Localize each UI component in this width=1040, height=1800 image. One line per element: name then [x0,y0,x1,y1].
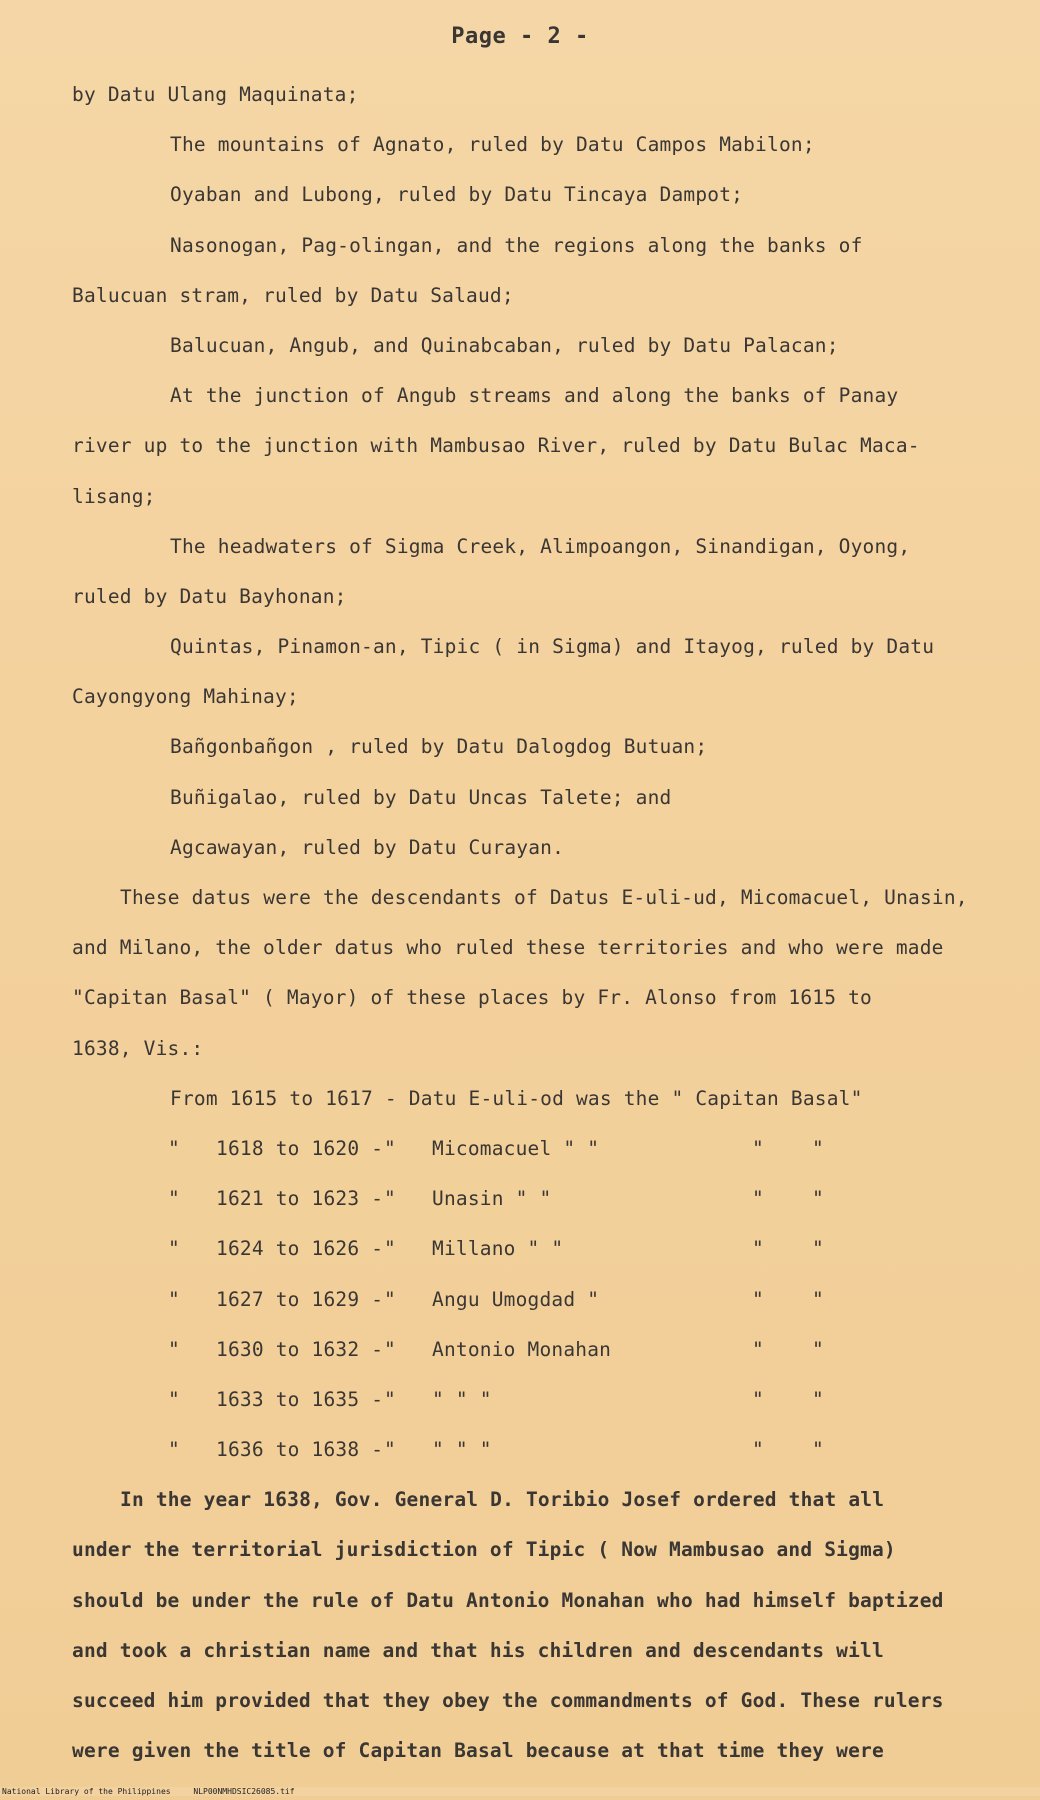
name-cell: Angu Umogdad " [432,1287,600,1311]
text-line: 1638, Vis.: [72,1036,204,1060]
text-line: river up to the junction with Mambusao River, ruled by Datu Bulac Maca- [72,434,920,458]
text-line: The mountains of Agnato, ruled by Datu Campos Mabilon; [170,133,815,157]
years-cell: 1630 to 1632 - [216,1337,384,1361]
ditto-mark: " [168,1136,180,1160]
text-line: succeed him provided that they obey the commandments of God. These rulers [72,1689,944,1712]
ditto-mark: " [384,1237,396,1261]
table-row [72,1375,972,1425]
ditto-mark: " [168,1438,180,1462]
text-line: and took a christian name and that his children and descendants will [72,1638,884,1662]
name-cell: Unasin " " [432,1187,552,1211]
table-row [72,1325,972,1375]
ditto-mark: " [384,1438,396,1462]
table-row [72,1425,972,1475]
ditto-mark: " [752,1287,764,1311]
text-line: under the territorial jurisdiction of Tipic ( Now Mambusao and Sigma) [72,1538,896,1562]
ditto-mark: " [812,1237,824,1261]
ditto-mark: " [384,1387,396,1411]
name-cell: " " " [432,1438,492,1462]
ditto-mark: " [752,1337,764,1361]
table-first-row: From 1615 to 1617 - Datu E-uli-od was the " Capitan Basal" [170,1086,863,1110]
text-line: Cayongyong Mahinay; [72,685,299,709]
ditto-mark: " [168,1287,180,1311]
text-line: were given the title of Capitan Basal because at that time they were [72,1739,884,1763]
ditto-mark: " [752,1187,764,1211]
name-cell: Micomacuel " " [432,1136,600,1160]
text-line: Oyaban and Lubong, ruled by Datu Tincaya Dampot; [170,183,744,207]
years-cell: 1618 to 1620 - [216,1136,384,1160]
table-row [72,1124,972,1174]
text-line: Balucuan stram, ruled by Datu Salaud; [72,283,514,307]
ditto-mark: " [168,1387,180,1411]
name-cell: Millano " " [432,1237,564,1261]
ditto-mark: " [812,1337,824,1361]
name-cell: " " " [432,1387,492,1411]
years-cell: 1627 to 1629 - [216,1287,384,1311]
ditto-mark: " [384,1187,396,1211]
text-line: ruled by Datu Bayhonan; [72,584,347,608]
years-cell: 1621 to 1623 - [216,1187,384,1211]
text-line: The headwaters of Sigma Creek, Alimpoangon, Sinandigan, Oyong, [170,534,911,558]
ditto-mark: " [168,1337,180,1361]
text-line: At the junction of Angub streams and along the banks of Panay [170,384,899,408]
years-cell: 1633 to 1635 - [216,1387,384,1411]
text-line: Quintas, Pinamon-an, Tipic ( in Sigma) and Itayog, ruled by Datu [170,635,935,659]
text-line: by Datu Ulang Maquinata; [72,83,359,106]
footer-library: National Library of the Philippines [2,1787,171,1796]
text-line: Buñigalao, ruled by Datu Uncas Talete; and [170,785,672,809]
text-line: "Capitan Basal" ( Mayor) of these places by Fr. Alonso from 1615 to [72,986,872,1010]
ditto-mark: " [812,1136,824,1160]
ditto-mark: " [168,1237,180,1261]
text-line: Nasonogan, Pag-olingan, and the regions along the banks of [170,233,863,257]
text-line: and Milano, the older datus who ruled these territories and who were made [72,936,944,960]
table-row [72,1224,972,1274]
page-header: Page - 2 - [451,24,589,49]
capitan-basal-table [72,1074,972,1476]
ditto-mark: " [384,1287,396,1311]
footer-file: NLP00NMHDSIC26085.tif [193,1787,295,1796]
ditto-mark: " [752,1387,764,1411]
document-body [72,70,972,1776]
ditto-mark: " [812,1187,824,1211]
ditto-mark: " [812,1438,824,1462]
ditto-mark: " [384,1136,396,1160]
text-line: Agcawayan, ruled by Datu Curayan. [170,835,565,859]
ditto-mark: " [752,1237,764,1261]
scan-footer [0,1787,1040,1796]
text-line: In the year 1638, Gov. General D. Toribio Josef ordered that all [120,1488,885,1512]
ditto-mark: " [168,1187,180,1211]
name-cell: Antonio Monahan [432,1337,612,1361]
ditto-mark: " [812,1387,824,1411]
ditto-mark: " [752,1438,764,1462]
text-line: lisang; [72,484,156,508]
years-cell: 1624 to 1626 - [216,1237,384,1261]
table-row [72,1275,972,1325]
years-cell: 1636 to 1638 - [216,1438,384,1462]
ditto-mark: " [384,1337,396,1361]
text-line: should be under the rule of Datu Antonio Monahan who had himself baptized [72,1588,944,1612]
table-row [72,1174,972,1224]
text-line: These datus were the descendants of Datus E-uli-ud, Micomacuel, Unasin, [120,886,968,909]
text-line: Bañgonbañgon , ruled by Datu Dalogdog Butuan; [170,735,708,759]
ditto-mark: " [752,1136,764,1160]
ditto-mark: " [812,1287,824,1311]
text-line: Balucuan, Angub, and Quinabcaban, ruled by Datu Palacan; [170,333,839,357]
